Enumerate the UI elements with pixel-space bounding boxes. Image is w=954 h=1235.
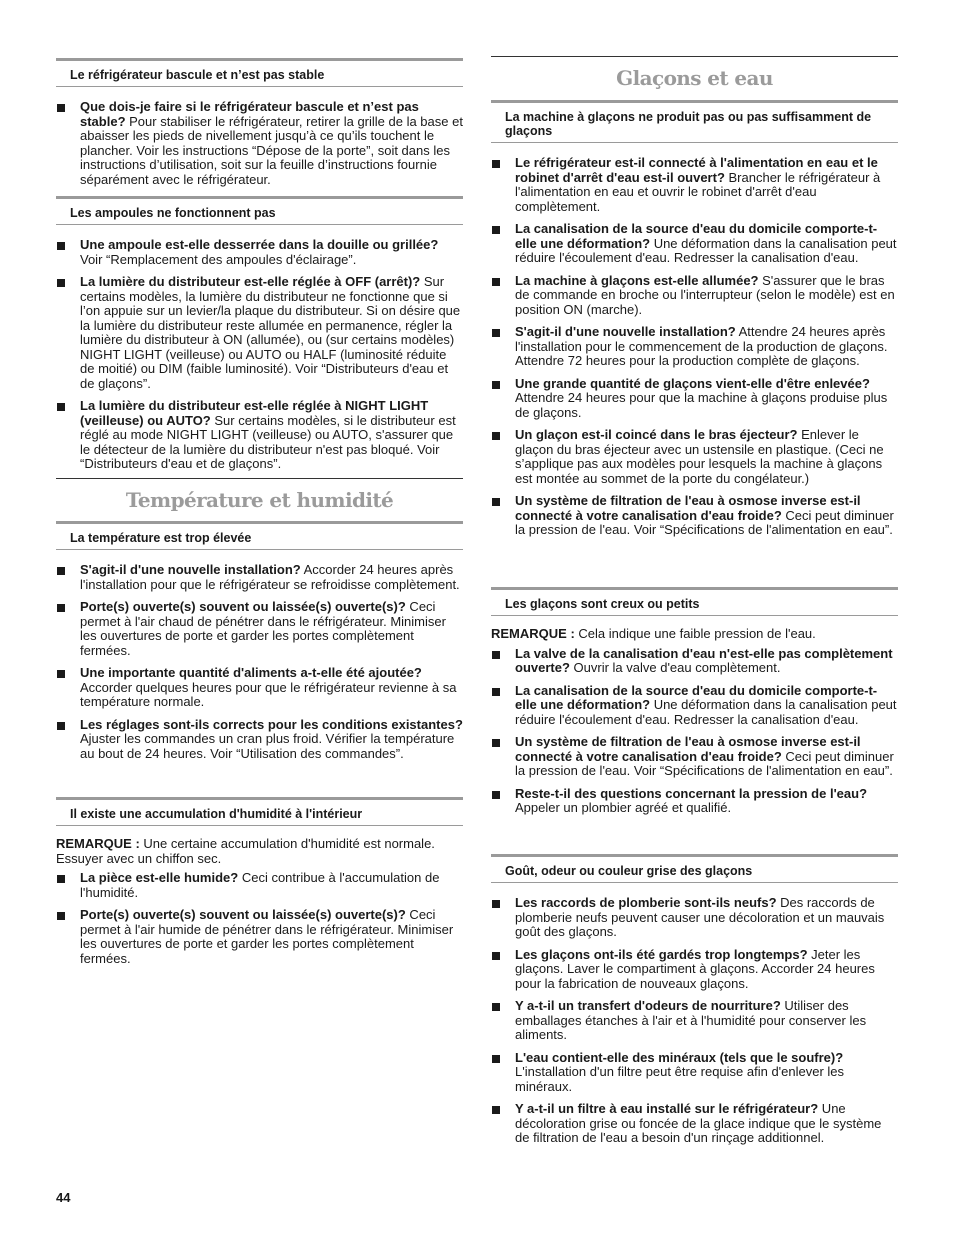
question: La machine à glaçons est-elle allumée? — [515, 272, 759, 288]
list-item — [491, 647, 898, 676]
bullet-icon — [492, 1106, 500, 1114]
answer: Une déformation dans la canalisation peut réduire l'écoulement d'eau. Redresser la canalisation d'eau. — [515, 697, 897, 727]
item-list — [491, 647, 898, 816]
bullet-icon — [57, 912, 65, 920]
answer: Sur certains modèles, la lumière du distributeur ne fonctionne que si l’on appuie sur un levier/la plaque du distributeur. Si on désire que la lumière du distributeur reste allumée en permanence, régler la lumière du distributeur à ON (allumée), ou (sur certains modèles) NIGHT LIGHT (veilleuse) ou AUTO ou HALF (luminosité réduite de moitié) ou DIM (faible luminosité). Voir “Distributeurs d'eau et de glaçons”. — [80, 274, 461, 391]
answer: Ceci peut diminuer la pression de l'eau. Voir “Spécifications de l'alimentation en eau”. — [515, 507, 894, 537]
section-block — [56, 797, 463, 966]
bullet-icon — [492, 278, 500, 286]
answer: Enlever le glaçon du bras éjecteur avec un ustensile en plastique. (Ceci ne s’applique pas aux modèles pour lesquels la machine à glaçons est montée au sommet de la porte du congélateur.) — [515, 427, 884, 486]
question: Porte(s) ouverte(s) souvent ou laissée(s) ouverte(s)? — [80, 907, 406, 922]
list-item — [491, 787, 898, 816]
answer: Ceci peut diminuer la pression de l'eau. Voir “Spécifications de l'alimentation en eau”. — [515, 748, 894, 778]
answer: Ceci contribue à l'accumulation de l'humidité. — [80, 870, 440, 900]
question: La canalisation de la source d'eau du domicile comporte-t-elle une déformation? — [515, 682, 878, 712]
section-block — [491, 100, 898, 538]
question: Un système de filtration de l'eau à osmose inverse est-il connecté à votre canalisation d'eau froide? — [515, 493, 861, 523]
bullet-icon — [492, 688, 500, 696]
question: Porte(s) ouverte(s) souvent ou laissée(s) ouverte(s)? — [80, 599, 406, 614]
subsection-heading: Il existe une accumulation d'humidité à l'intérieur — [56, 797, 463, 826]
question: Une importante quantité d'aliments a-t-elle été ajoutée? — [80, 665, 422, 680]
bullet-icon — [57, 104, 65, 112]
list-item — [491, 1102, 898, 1146]
question: Une ampoule est-elle desserrée dans la douille ou grillée? — [80, 237, 439, 252]
question: Que dois-je faire si le réfrigérateur bascule et n’est pas stable? — [80, 99, 419, 129]
list-item — [56, 563, 463, 592]
answer: Ceci permet à l'air humide de pénétrer dans le réfrigérateur. Minimiser les ouvertures de porte et garder les portes complètement fermées. — [80, 907, 454, 966]
answer: Accorder quelques heures pour que le réfrigérateur revienne à sa température normale. — [80, 679, 457, 709]
bullet-icon — [57, 403, 65, 411]
question: Les raccords de plomberie sont-ils neufs? — [515, 895, 777, 910]
answer: Voir “Remplacement des ampoules d'éclairage”. — [80, 251, 357, 267]
list-item — [491, 325, 898, 369]
bullet-icon — [492, 791, 500, 799]
note-label: REMARQUE : — [56, 836, 140, 851]
question: Un glaçon est-il coincé dans le bras éjecteur? — [515, 427, 798, 442]
bullet-icon — [492, 952, 500, 960]
answer: Une décoloration grise ou foncée de la glace indique que le système de filtration de l'eau a besoin d'un rinçage additionnel. — [515, 1101, 882, 1145]
answer: Attendre 24 heures après l'installation pour le commencement de la production de glaçons. Attendre 72 heures pour la production complète de glaçons. — [515, 324, 888, 368]
list-item — [491, 156, 898, 214]
question: Un système de filtration de l'eau à osmose inverse est-il connecté à votre canalisation d'eau froide? — [515, 734, 861, 764]
question: La lumière du distributeur est-elle réglée à NIGHT LIGHT (veilleuse) ou AUTO? — [80, 398, 429, 428]
bullet-icon — [57, 242, 65, 250]
bullet-icon — [57, 279, 65, 287]
bullet-icon — [492, 739, 500, 747]
answer: Sur certains modèles, si le distributeur est réglé au mode NIGHT LIGHT (veilleuse) ou AUTO, s'assurer que le détecteur de la lumière du distributeur n'est pas bloqué. Voir “Distributeurs d'eau et de glaçons”. — [80, 412, 456, 471]
question: La pièce est-elle humide? — [80, 870, 239, 885]
section-block — [56, 521, 463, 761]
bullet-icon — [57, 567, 65, 575]
question: Une grande quantité de glaçons vient-elle d'être enlevée? — [515, 375, 870, 391]
list-item — [491, 428, 898, 486]
list-item — [56, 600, 463, 658]
note-text: Une certaine accumulation d'humidité est normale. Essuyer avec un chiffon sec. — [56, 836, 435, 866]
item-list — [56, 563, 463, 761]
list-item — [491, 377, 898, 421]
answer: Brancher le réfrigérateur à l'alimentation en eau et ouvrir le robinet d'arrêt d'eau complètement. — [515, 169, 881, 214]
bullet-icon — [492, 381, 500, 389]
question: S'agit-il d'une nouvelle installation? — [515, 324, 736, 339]
bullet-icon — [57, 604, 65, 612]
list-item — [491, 948, 898, 992]
list-item — [491, 684, 898, 728]
list-item — [491, 222, 898, 266]
list-item — [491, 735, 898, 779]
list-item — [56, 718, 463, 762]
item-list — [491, 896, 898, 1146]
answer: S'assurer que le bras de commande en broche ou l'interrupteur (selon le modèle) est en position ON (marche). — [515, 272, 895, 317]
subsection-heading: Le réfrigérateur bascule et n’est pas stable — [56, 58, 463, 87]
question: La canalisation de la source d'eau du domicile comporte-t-elle une déformation? — [515, 221, 878, 251]
question: Reste-t-il des questions concernant la pression de l'eau? — [515, 785, 868, 801]
answer: Ajuster les commandes un cran plus froid. Vérifier la température au bout de 24 heures. Voir “Utilisation des commandes”. — [80, 731, 455, 761]
answer: Des raccords de plomberie neufs peuvent causer une décoloration et un mauvais goût des glaçons. — [515, 895, 885, 939]
section-block — [491, 854, 898, 1146]
subsection-heading: La température est trop élevée — [56, 521, 463, 550]
question: Les glaçons ont-ils été gardés trop longtemps? — [515, 946, 808, 962]
answer: Jeter les glaçons. Laver le compartiment à glaçons. Accorder 24 heures pour la fabrication de nouveaux glaçons. — [515, 946, 875, 991]
bullet-icon — [492, 329, 500, 337]
bullet-icon — [57, 670, 65, 678]
note-text: Cela indique une faible pression de l'eau. — [574, 626, 816, 641]
answer: Pour stabiliser le réfrigérateur, retirer la grille de la base et abaisser les pieds de nivellement jusqu’à ce qu’ils touchent le plancher. Voir les instructions “Dépose de la porte”, soit dans les instructions d’utilisation, soit sur la feuille d’instructions fournie séparément avec le réfrigérateur. — [80, 113, 463, 187]
question: Le réfrigérateur est-il connecté à l'alimentation en eau et le robinet d'arrêt d'eau est-il ouvert? — [515, 155, 878, 185]
list-item — [491, 274, 898, 318]
subsection-heading: Goût, odeur ou couleur grise des glaçons — [491, 854, 898, 883]
bullet-icon — [492, 1055, 500, 1063]
answer: Appeler un plombier agréé et qualifié. — [515, 800, 732, 815]
section-block — [491, 587, 898, 816]
list-item — [56, 399, 463, 472]
bullet-icon — [57, 722, 65, 730]
question: S'agit-il d'une nouvelle installation? — [80, 562, 301, 577]
question: Y a-t-il un filtre à eau installé sur le réfrigérateur? — [515, 1101, 819, 1116]
bullet-icon — [57, 875, 65, 883]
answer: Utiliser des emballages étanches à l'air et à l'humidité pour conserver les aliments. — [515, 998, 867, 1042]
list-item — [56, 275, 463, 391]
list-item — [491, 999, 898, 1043]
item-list — [56, 238, 463, 472]
list-item — [56, 100, 463, 187]
question: La valve de la canalisation d'eau n'est-elle pas complètement ouverte? — [515, 645, 893, 675]
answer: Ouvrir la valve d'eau complètement. — [569, 660, 781, 675]
bullet-icon — [492, 226, 500, 234]
answer: Ceci permet à l'air chaud de pénétrer dans le réfrigérateur. Minimiser les ouvertures de porte et garder les portes complètement fermées. — [80, 599, 446, 658]
list-item — [56, 871, 463, 900]
list-item — [56, 666, 463, 710]
bullet-icon — [492, 498, 500, 506]
item-list — [56, 100, 463, 187]
item-list — [56, 871, 463, 966]
answer: Accorder 24 heures après l'installation pour que le réfrigérateur se refroidisse complètement. — [80, 562, 460, 592]
bullet-icon — [492, 900, 500, 908]
note-label: REMARQUE : — [491, 626, 575, 641]
list-item — [56, 238, 463, 267]
bullet-icon — [492, 1003, 500, 1011]
bullet-icon — [492, 160, 500, 168]
section-block — [56, 58, 463, 187]
page-number: 44 — [56, 1190, 71, 1205]
list-item — [491, 494, 898, 538]
bullet-icon — [492, 651, 500, 659]
answer: L'installation d'un filtre peut être requise afin d'enlever les minéraux. — [515, 1064, 845, 1094]
question: Y a-t-il un transfert d'odeurs de nourriture? — [515, 998, 781, 1013]
item-list — [491, 156, 898, 538]
note — [491, 627, 898, 642]
list-item — [491, 896, 898, 940]
section-title: Température et humidité — [56, 478, 463, 513]
bullet-icon — [492, 432, 500, 440]
list-item — [491, 1051, 898, 1095]
section-title: Glaçons et eau — [491, 56, 898, 91]
question: L'eau contient-elle des minéraux (tels que le soufre)? — [515, 1049, 844, 1065]
list-item — [56, 908, 463, 966]
section-block — [56, 196, 463, 472]
answer: Une déformation dans la canalisation peut réduire l'écoulement d'eau. Redresser la canalisation d'eau. — [515, 235, 897, 265]
question: Les réglages sont-ils corrects pour les conditions existantes? — [80, 716, 463, 732]
subsection-heading: La machine à glaçons ne produit pas ou pas suffisamment de glaçons — [491, 100, 898, 143]
note — [56, 837, 463, 866]
answer: Attendre 24 heures pour que la machine à glaçons produise plus de glaçons. — [515, 390, 888, 420]
subsection-heading: Les glaçons sont creux ou petits — [491, 587, 898, 616]
question: La lumière du distributeur est-elle réglée à OFF (arrêt)? — [80, 274, 421, 289]
subsection-heading: Les ampoules ne fonctionnent pas — [56, 196, 463, 225]
